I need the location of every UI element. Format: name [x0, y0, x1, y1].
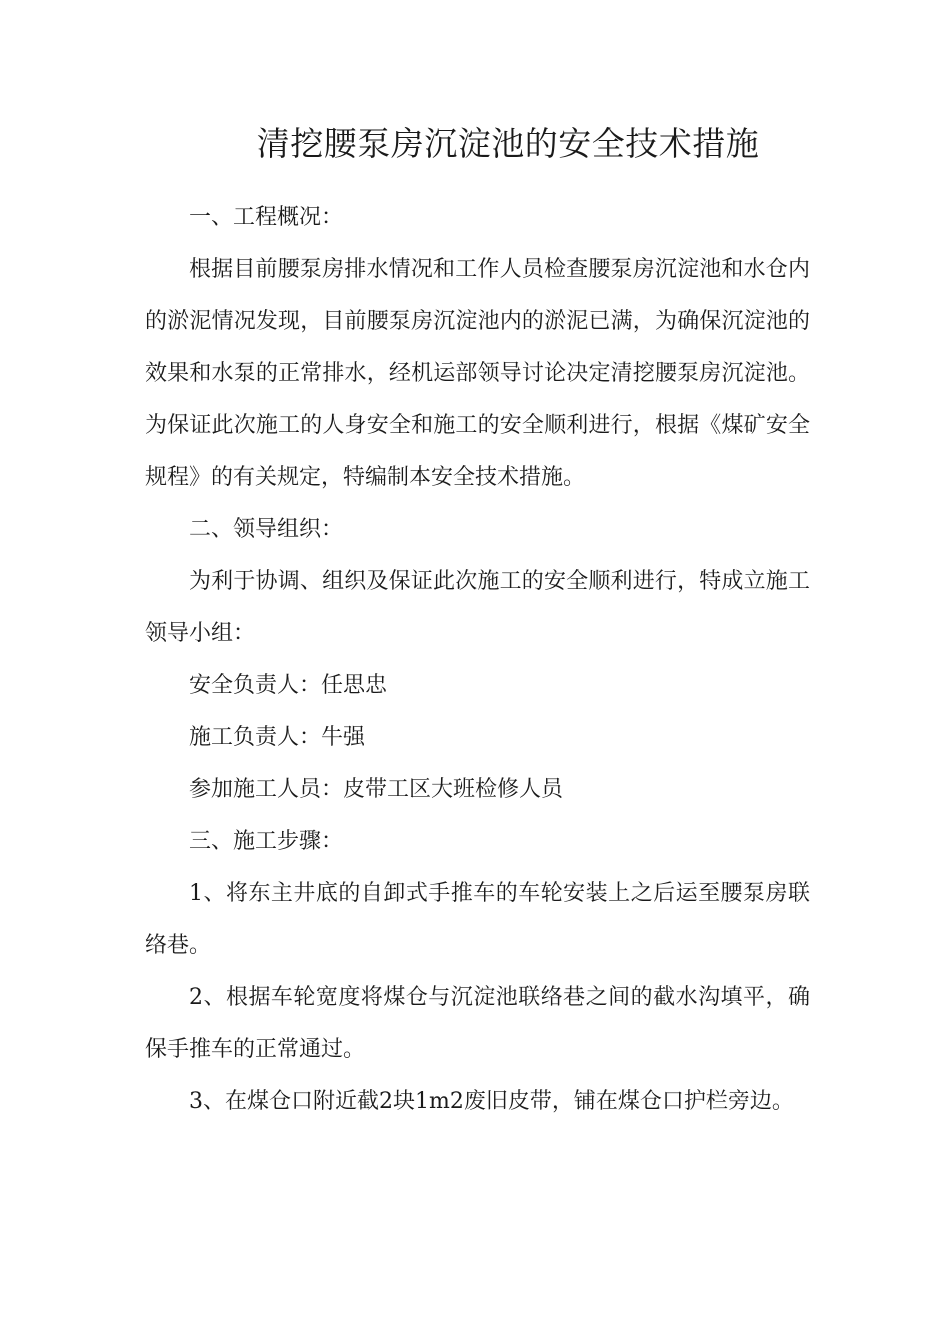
step-2: 2、根据车轮宽度将煤仓与沉淀池联络巷之间的截水沟填平，确保手推车的正常通过。 [145, 985, 810, 1062]
leadership-paragraph: 为利于协调、组织及保证此次施工的安全顺利进行，特成立施工领导小组： [145, 569, 810, 646]
construction-lead-line: 施工负责人：牛强 [189, 725, 366, 750]
section-heading-overview: 一、工程概况： [189, 205, 344, 230]
safety-lead-line: 安全负责人：任思忠 [189, 673, 388, 698]
section-heading-leadership: 二、领导组织： [189, 517, 344, 542]
step-1: 1、将东主井底的自卸式手推车的车轮安装上之后运至腰泵房联络巷。 [145, 881, 810, 958]
step-3: 3、在煤仓口附近截2块1m2废旧皮带，铺在煤仓口护栏旁边。 [189, 1089, 794, 1114]
document-body [145, 192, 810, 1128]
participants-line: 参加施工人员：皮带工区大班检修人员 [189, 777, 564, 802]
document-title: 清挖腰泵房沉淀池的安全技术措施 [256, 124, 760, 163]
overview-paragraph: 根据目前腰泵房排水情况和工作人员检查腰泵房沉淀池和水仓内的淤泥情况发现，目前腰泵房沉淀池内的淤泥已满，为确保沉淀池的效果和水泵的正常排水，经机运部领导讨论决定清挖腰泵房沉淀池。为保证此次施工的人身安全和施工的安全顺利进行，根据《煤矿安全规程》的有关规定，特编制本安全技术措施。 [145, 257, 810, 490]
section-heading-steps: 三、施工步骤： [189, 829, 344, 854]
